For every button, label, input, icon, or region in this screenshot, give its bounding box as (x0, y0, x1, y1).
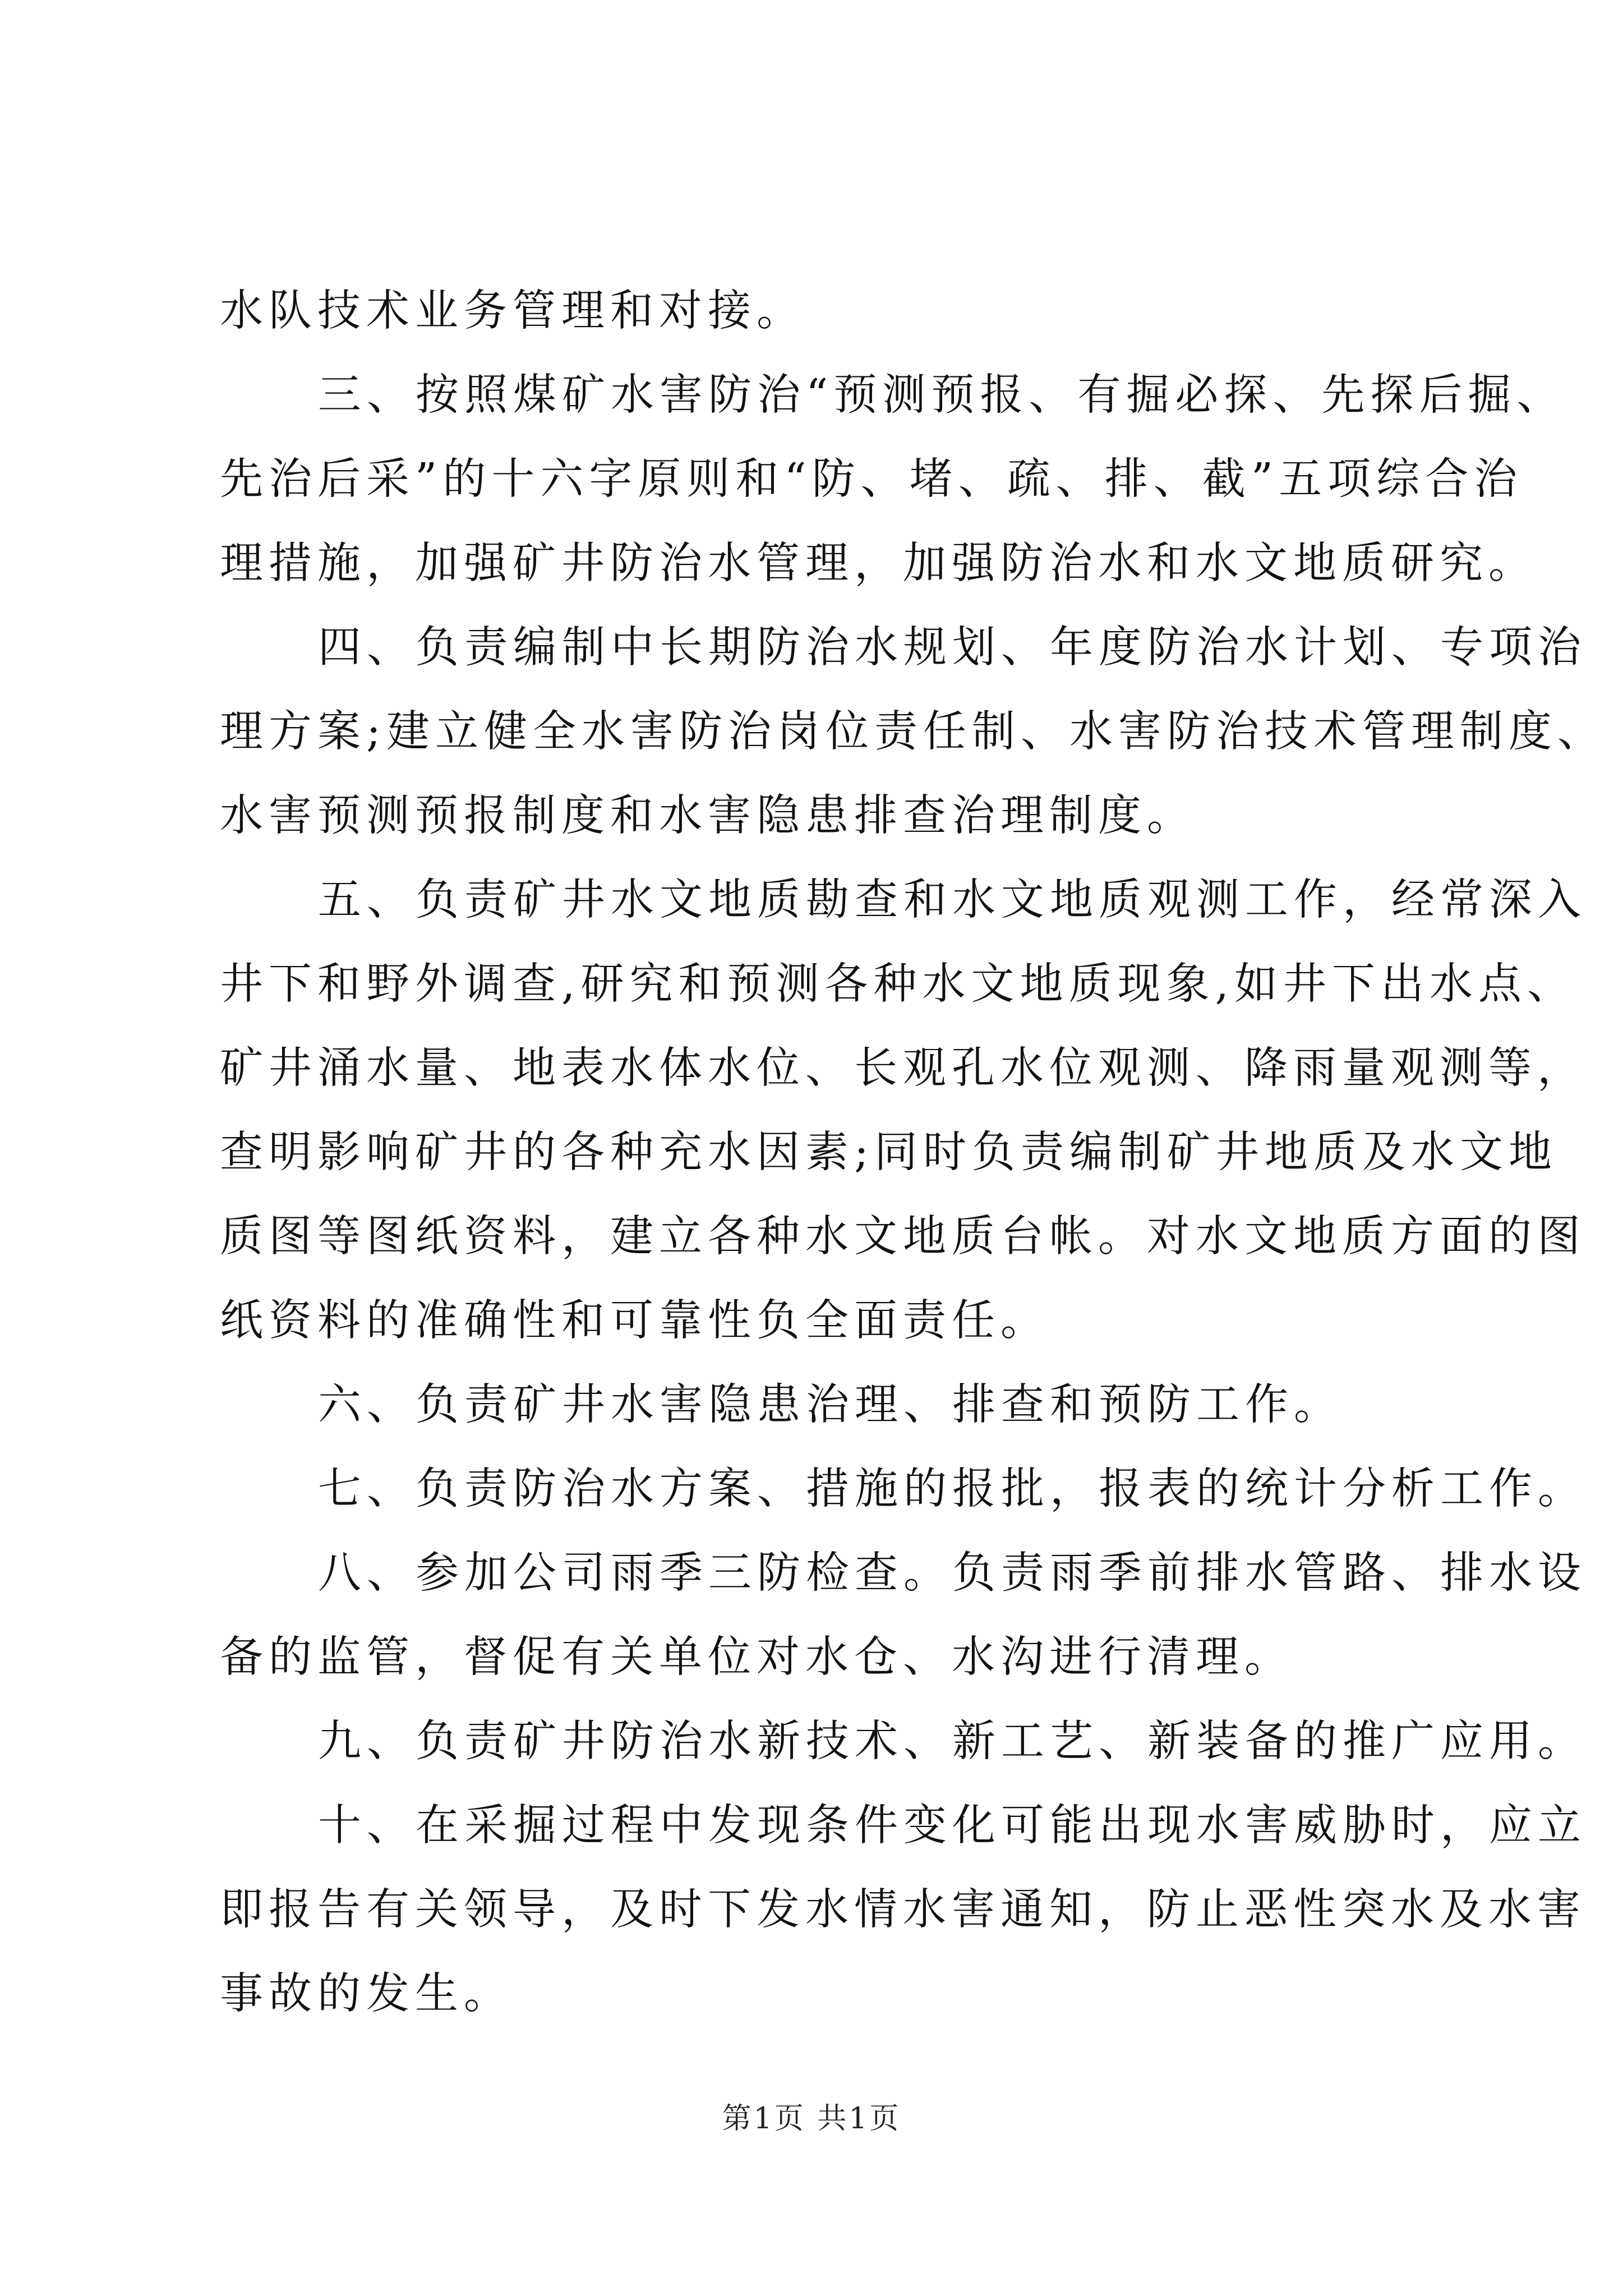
page-number-footer: 第1页 共1页 (722, 2102, 901, 2136)
text-line: 理方案;建立健全水害防治岗位责任制、水害防治技术管理制度、 (220, 707, 1606, 757)
paragraph-continuation (220, 269, 1442, 353)
paragraph-item-4 (220, 606, 1606, 858)
text-line: 事故的发生。 (220, 1969, 513, 2019)
text-line: 查明影响矿井的各种充水因素;同时负责编制矿井地质及水文地 (220, 1128, 1557, 1177)
text-line: 十、在采掘过程中发现条件变化可能出现水害威胁时，应立 (318, 1801, 1587, 1851)
paragraph-item-8 (220, 1531, 1587, 1700)
text-line: 备的监管，督促有关单位对水仓、水沟进行清理。 (220, 1632, 1293, 1682)
paragraph-item-9 (220, 1700, 1587, 1784)
text-line: 水队技术业务管理和对接。 (220, 286, 805, 336)
text-line: 水害预测预报制度和水害隐患排查治理制度。 (220, 791, 1196, 841)
paragraph-item-5 (220, 858, 1587, 1363)
paragraph-item-3 (220, 353, 1566, 606)
text-line: 矿井涌水量、地表水体水位、长观孔水位观测、降雨量观测等， (220, 1043, 1586, 1093)
text-line: 九、负责矿井防治水新技术、新工艺、新装备的推广应用。 (318, 1717, 1587, 1766)
text-line: 六、负责矿井水害隐患治理、排查和预防工作。 (318, 1380, 1343, 1430)
text-line: 即报告有关领导，及时下发水情水害通知，防止恶性突水及水害 (220, 1885, 1586, 1935)
text-line: 三、按照煤矿水害防治“预测预报、有掘必探、先探后掘、 (318, 370, 1566, 420)
paragraph-item-6 (220, 1363, 1442, 1447)
text-line: 纸资料的准确性和可靠性负全面责任。 (220, 1296, 1049, 1346)
text-line: 八、参加公司雨季三防检查。负责雨季前排水管路、排水设 (318, 1548, 1587, 1598)
text-line: 七、负责防治水方案、措施的报批，报表的统计分析工作。 (318, 1464, 1587, 1514)
text-line: 理措施，加强矿井防治水管理，加强防治水和水文地质研究。 (220, 539, 1537, 588)
text-line: 先治后采”的十六字原则和“防、堵、疏、排、截”五项综合治 (220, 454, 1523, 504)
text-line: 五、负责矿井水文地质勘查和水文地质观测工作，经常深入 (318, 875, 1587, 925)
document-body (220, 269, 1606, 2036)
text-line: 井下和野外调查,研究和预测各种水文地质现象,如井下出水点、 (220, 959, 1576, 1009)
text-line: 四、负责编制中长期防治水规划、年度防治水计划、专项治 (318, 623, 1587, 673)
paragraph-item-10 (220, 1784, 1587, 2036)
paragraph-item-7 (220, 1447, 1587, 1531)
text-line: 质图等图纸资料，建立各种水文地质台帐。对水文地质方面的图 (220, 1212, 1586, 1262)
